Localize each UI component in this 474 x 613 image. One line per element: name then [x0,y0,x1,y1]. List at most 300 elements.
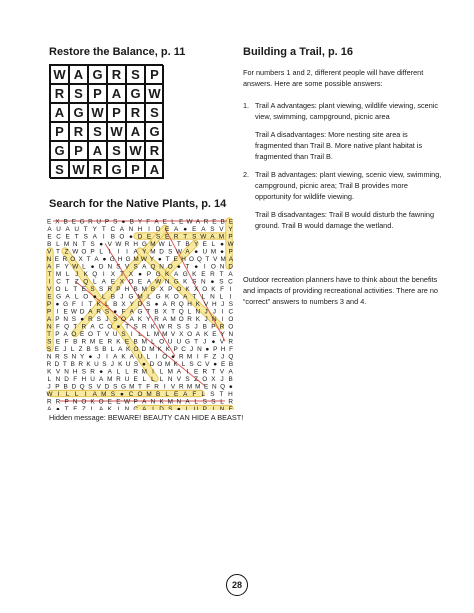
word-search-letter: E [124,338,130,346]
word-search-letter: A [99,405,104,410]
word-search-letter: W [155,278,162,286]
word-search-letter: L [211,240,216,248]
word-search-letter: L [159,368,164,376]
word-search-letter: X [179,330,184,338]
word-search-letter: P [116,285,121,293]
word-search-letter: K [165,293,170,301]
word-search-letter: J [220,375,224,383]
page-number: 28 [226,574,248,596]
word-search-letter: K [165,270,170,278]
word-search-letter: A [183,390,188,398]
word-search-letter: L [187,308,192,316]
word-search-letter: D [137,233,143,241]
word-search-letter: ● [194,248,199,256]
word-search-letter: O [87,330,93,338]
word-search-letter: G [185,338,190,346]
word-search-letter: I [84,390,87,398]
word-search-letter: L [159,375,164,383]
word-search-letter: E [54,345,60,353]
balance-cell: A [126,122,145,141]
word-search-letter: L [165,390,169,398]
word-search-letter: M [165,360,171,368]
word-search-letter: G [173,278,179,286]
trail-b-advantages: Trail B advantages: plant viewing, scenic view, swimming, campground, picnic area; Trail B provides more opportunity for wildlife viewing. [255,170,442,201]
word-search-letter: K [96,300,101,308]
word-search-letter: R [124,240,130,248]
word-search-letter: S [185,323,190,331]
word-search-letter: T [101,225,106,233]
word-search-letter: C [181,345,186,353]
word-search-letter: P [46,300,52,308]
word-search-letter: H [72,368,78,376]
word-search-letter: K [47,368,52,376]
word-search-letter: E [46,218,52,226]
word-search-letter: P [173,345,178,353]
word-search-letter: L [168,240,173,248]
word-search-letter: U [202,248,208,256]
word-search-letter: I [148,225,150,233]
balance-cell: R [145,141,164,160]
word-search-letter: M [220,255,226,263]
word-search-letter: H [133,240,138,248]
answer-item-1 [243,100,443,162]
word-search-letter: M [162,330,168,338]
word-search-letter: F [121,308,126,316]
word-search-letter: N [55,375,61,383]
word-search-letter: A [107,368,112,376]
word-search-letter: Y [137,218,143,226]
word-search-letter: N [46,353,52,361]
word-search-letter: M [167,398,173,406]
balance-cell: P [126,160,145,179]
word-search-letter: T [86,255,91,263]
word-search-letter: A [228,270,233,278]
balance-cell: R [69,122,88,141]
word-search-letter: R [88,315,93,323]
word-search-letter: Z [212,353,217,361]
word-search-letter: S [90,285,95,293]
word-search-letter: L [105,300,109,308]
word-search-letter: U [90,375,95,383]
word-search-letter: U [74,225,79,233]
word-search-letter: S [133,360,139,368]
word-search-letter: A [228,368,233,376]
word-search-letter: J [194,323,198,331]
balance-cell: S [126,65,145,84]
word-search-letter: I [229,285,232,293]
word-search-letter: M [195,383,201,391]
word-search-letter: R [116,375,121,383]
balance-cell: R [107,65,126,84]
word-search-letter: R [107,285,113,293]
word-search-letter: V [104,330,110,338]
word-search-letter: L [74,293,79,301]
balance-cell: G [69,103,88,122]
word-search-letter: L [82,263,86,271]
word-search-letter: K [116,338,121,346]
word-search-letter: J [105,315,109,323]
word-search-letter: K [90,398,95,406]
word-search-letter: R [88,218,93,226]
word-search-letter: X [162,308,167,316]
word-search-letter: D [71,383,77,391]
word-search-letter: ● [205,345,210,353]
word-search-letter: W [124,398,131,406]
word-search-letter: K [203,330,209,338]
word-search-letter: D [98,263,104,271]
word-search-letter: U [125,360,131,368]
word-search-letter: P [46,308,52,316]
word-search-letter: L [65,390,70,398]
word-search-letter: L [92,278,97,286]
word-search-letter: T [165,255,170,263]
word-search-letter: A [65,225,70,233]
balance-cell: P [88,84,107,103]
word-search-letter: O [159,338,165,346]
word-search-letter: R [178,353,184,361]
word-search-letter: T [176,240,181,248]
word-search-letter: I [117,405,120,410]
word-search-letter: W [70,308,77,316]
word-search-letter: M [149,345,155,353]
word-search-letter: K [121,353,126,361]
word-search-letter: A [129,315,134,323]
word-search-letter: R [55,398,61,406]
answer-number: 1. [243,101,250,110]
word-search-letter: E [162,218,167,226]
word-search-letter: E [80,330,85,338]
word-search-letter: J [212,308,216,316]
hidden-message: Hidden message: BEWARE! BEAUTY CAN HIDE A BEAST! [49,413,244,422]
word-search-letter: P [202,405,207,410]
word-search-letter: X [55,218,60,226]
word-search-letter: I [163,383,166,391]
word-search-letter: Y [129,300,134,308]
word-search-letter: G [56,293,62,301]
word-search-letter: A [185,398,190,406]
word-search-letter: O [133,345,139,353]
word-search-letter: B [102,345,107,353]
word-search-letter: I [221,308,224,316]
word-search-letter: T [125,323,129,331]
word-search-letter: Y [146,315,151,323]
word-search-letter: T [183,233,188,241]
word-search-letter: N [72,240,78,248]
word-search-letter: R [55,353,60,361]
word-search-letter: F [146,383,151,391]
word-search-letter: S [81,368,86,376]
word-search-letter: L [65,270,70,278]
word-search-letter: O [83,293,89,301]
word-search-letter: I [102,270,105,278]
word-search-letter: U [124,375,130,383]
word-search-letter: N [128,225,134,233]
word-search-letter: D [64,375,69,383]
word-search-letter: E [228,405,233,410]
word-search-letter: O [210,263,216,271]
word-search-letter: G [155,270,161,278]
balance-cell: P [107,103,126,122]
word-search-letter: M [129,383,135,391]
word-search-letter: K [192,270,197,278]
word-search-letter: C [56,233,61,241]
word-search-letter: A [174,270,179,278]
word-search-letter: N [228,330,234,338]
word-search-letter: L [146,330,151,338]
word-search-letter: S [71,315,77,323]
word-search-letter: H [187,300,192,308]
word-search-letter: N [201,278,206,286]
word-search-letter: X [211,375,216,383]
word-search-letter: W [227,240,234,248]
word-search-letter: T [192,293,197,301]
word-search-letter: I [186,368,189,376]
word-search-letter: L [90,405,95,410]
word-search-letter: Q [79,383,85,391]
word-search-letter: S [88,383,93,391]
word-search-letter: G [141,240,147,248]
word-search-letter: R [203,218,209,226]
word-search-letter: S [113,218,118,226]
word-search-letter: K [137,315,143,323]
word-search-letter: B [202,323,207,331]
word-search-letter: N [195,308,201,316]
word-search-letter: F [229,345,233,353]
word-search-letter: E [194,368,199,376]
word-search-letter: J [97,353,101,361]
word-search-letter: ● [210,278,215,286]
word-search-letter: N [176,398,182,406]
word-search-letter: S [121,330,126,338]
word-search-letter: B [113,300,118,308]
word-search-letter: N [46,255,52,263]
word-search-letter: L [185,405,190,410]
word-search-letter: I [130,330,133,338]
word-search-letter: V [219,338,225,346]
word-search-letter: Q [228,353,234,361]
word-search-letter: E [228,218,234,226]
word-search-letter: M [170,315,176,323]
word-search-letter: I [108,248,111,256]
word-search-letter: N [212,383,217,391]
word-search-letter: V [124,263,130,271]
word-search-letter: F [146,218,151,226]
word-search-letter: R [154,315,159,323]
word-search-letter: J [204,308,208,316]
word-search-letter: B [47,240,52,248]
word-search-letter: ● [56,405,60,410]
word-search-letter: V [170,330,176,338]
word-search-letter: R [96,308,102,316]
word-search-letter: A [176,368,181,376]
word-search-letter: N [71,353,77,361]
word-search-letter: G [109,255,115,263]
word-search-letter: I [48,278,51,286]
word-search-letter: K [125,345,131,353]
word-search-letter: G [182,270,188,278]
word-search-letter: M [186,383,193,391]
word-search-letter: U [112,330,118,338]
word-search-letter: X [110,270,115,278]
word-search-letter: Q [150,263,156,271]
word-search-letter: R [210,270,215,278]
word-search-letter: J [189,345,194,353]
word-search-letter: N [124,405,130,410]
native-plants-heading: Search for the Native Plants, p. 14 [49,198,227,210]
word-search-letter: S [47,338,52,346]
word-search-letter: U [176,338,182,346]
word-search-letter: R [81,323,87,331]
word-search-letter: P [55,315,60,323]
word-search-letter: M [141,368,147,376]
word-search-letter: ● [142,360,146,368]
word-search-letter: S [192,233,197,241]
word-search-letter: Z [78,345,83,353]
word-search-letter: O [188,255,194,263]
word-search-letter: R [107,338,113,346]
word-search-letter: N [212,315,217,323]
balance-puzzle-grid [49,64,163,178]
word-search-letter: R [178,383,184,391]
word-search-letter: F [56,323,60,331]
word-search-letter: A [65,293,70,301]
word-search-letter: E [203,383,209,391]
word-search-letter: L [220,398,224,406]
word-search-letter: N [159,263,164,271]
word-search-letter: ● [176,263,181,271]
word-search-letter: J [203,338,207,346]
word-search-letter: T [96,330,101,338]
balance-cell: W [145,84,164,103]
word-search-letter: E [212,218,217,226]
word-search-letter: V [213,255,218,263]
word-search-letter: J [221,353,225,361]
word-search-letter: Y [80,353,85,361]
word-search-letter: S [202,398,207,406]
word-search-letter: O [202,375,208,383]
word-search-letter: E [71,218,77,226]
word-search-letter: A [228,255,234,263]
word-search-letter: D [228,263,233,271]
word-search-letter: N [64,368,69,376]
word-search-letter: G [137,308,143,316]
word-search-letter: W [72,248,79,256]
word-search-letter: I [203,263,206,271]
balance-cell: A [107,84,126,103]
word-search-letter: U [167,338,173,346]
word-search-letter: A [119,225,125,233]
trail-answers-list [243,100,443,238]
word-search-letter: X [128,270,134,278]
word-search-letter: O [162,353,168,361]
balance-cell: A [145,160,164,179]
word-search-letter: I [106,353,108,361]
word-search-letter: R [202,368,208,376]
word-search-letter: C [228,308,234,316]
word-search-letter: S [104,308,110,316]
word-search-letter: S [228,300,234,308]
word-search-letter: L [146,353,151,361]
balance-cell: P [145,65,164,84]
word-search-letter: E [65,233,70,241]
word-search-letter: R [142,323,147,331]
word-search-letter: L [219,293,224,301]
word-search-letter: J [204,315,208,323]
word-search-letter: W [158,240,165,248]
word-search-letter: A [47,225,52,233]
word-search-letter: A [47,405,52,410]
word-search-letter: O [137,390,143,398]
word-search-letter: E [107,398,112,406]
word-search-letter: I [196,353,199,361]
word-search-letter: Q [92,270,98,278]
word-search-letter: I [126,248,128,256]
word-search-letter: L [47,375,52,383]
word-search-letter: O [228,323,234,331]
word-search-letter: ● [99,368,104,376]
word-search-letter: S [211,398,216,406]
word-search-letter: L [171,218,175,226]
word-search-letter: S [176,323,181,331]
word-search-letter: S [189,360,194,368]
word-search-letter: G [120,383,126,391]
balance-cell: A [69,65,88,84]
word-search-letter: O [176,285,182,293]
word-search-letter: B [185,240,190,248]
trail-intro-text: For numbers 1 and 2, different people will have different answers. Here are some possible answers: [243,68,424,88]
word-search-letter: I [57,390,60,398]
word-search-letter: S [219,278,224,286]
word-search-letter: S [185,375,190,383]
word-search-letter: C [128,390,134,398]
word-search-letter: H [212,300,217,308]
word-search-letter: C [228,278,233,286]
word-search-letter: K [183,278,188,286]
word-search-letter: A [118,345,123,353]
word-search-letter: E [133,375,138,383]
word-search-letter: X [194,285,199,293]
word-search-letter: H [124,285,130,293]
word-search-letter: M [89,338,96,346]
word-search-letter: V [47,248,52,256]
word-search-letter: ● [88,353,93,361]
word-search-letter: K [195,315,200,323]
word-search-letter: S [192,278,197,286]
word-search-letter: X [119,278,125,286]
word-search-letter: M [150,248,156,256]
word-search-letter: P [146,270,152,278]
word-search-letter: A [99,375,104,383]
word-search-letter: E [47,233,52,241]
word-search-letter: O [81,248,87,256]
word-search-letter: E [99,338,104,346]
word-search-letter: Y [228,225,233,233]
word-search-letter: A [162,315,167,323]
word-search-letter: K [118,360,123,368]
word-search-letter: N [107,263,113,271]
word-search-letter: P [55,383,60,391]
word-search-letter: S [63,353,68,361]
word-search-letter: H [181,255,186,263]
word-search-letter: E [202,240,207,248]
word-search-letter: C [56,278,61,286]
word-search-letter: L [56,240,60,248]
word-search-letter: A [92,233,97,241]
word-search-letter: ● [194,263,199,271]
word-search-letter: M [210,248,217,256]
word-search-letter: S [116,263,121,271]
word-search-letter: S [113,315,118,323]
